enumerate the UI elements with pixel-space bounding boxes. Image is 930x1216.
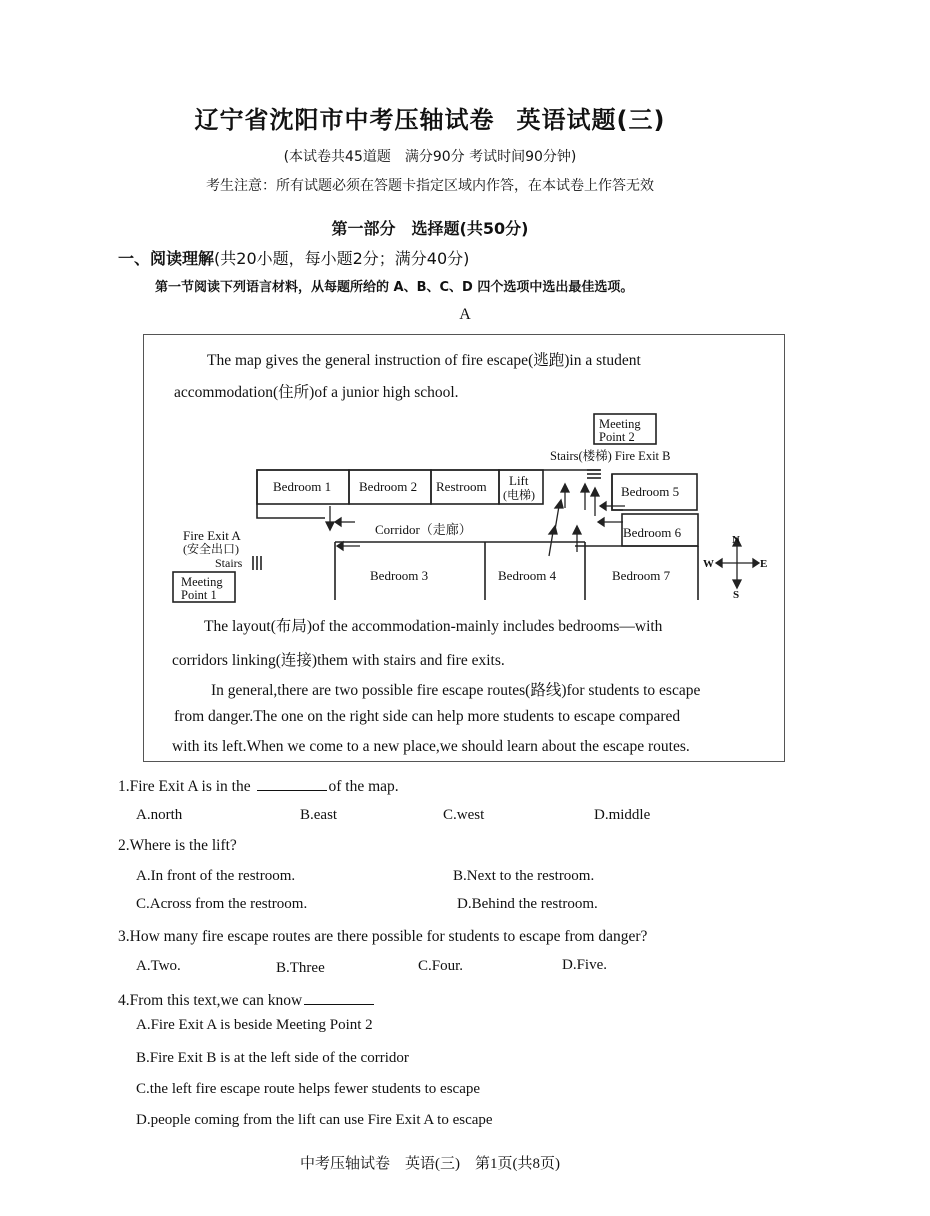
page-footer: 中考压轴试卷 英语(三) 第1页(共8页) [300,1156,560,1172]
passage-routes-line3: with its left.When we come to a new place,we should learn about the escape routes. [172,738,690,755]
lift-cn-label: (电梯) [503,488,535,502]
meeting-point-2-line2: Point 2 [599,430,635,444]
q1-option-c: C.west [443,807,485,823]
compass-south: S [733,589,740,601]
question-1-stem-end: of the map. [328,778,399,795]
meeting-point-2-line1: Meeting [599,417,641,431]
question-4 [118,990,376,1010]
bedroom-1-label: Bedroom 1 [273,479,332,494]
question-3: 3.How many fire escape routes are there possible for students to escape from danger? [118,928,648,945]
q2-option-a: A.In front of the restroom. [136,868,296,884]
lift-label: Lift [509,473,529,488]
passage-letter: A [459,306,471,323]
stairs-fire-exit-b-label: Stairs(楼梯) Fire Exit B [550,449,671,463]
bedroom-6-label: Bedroom 6 [623,525,682,540]
q3-option-c: C.Four. [418,958,464,974]
question-2: 2.Where is the lift? [118,837,237,854]
meeting-point-1-line1: Meeting [181,575,223,589]
q2-option-c: C.Across from the restroom. [136,896,308,912]
title-right: 英语试题(三) [516,106,666,134]
fire-exit-a-label: Fire Exit A [183,528,241,543]
passage-intro-line1: The map gives the general instruction of fire escape(逃跑)in a student [207,352,641,369]
section-instruction: 第一节阅读下列语言材料，从每题所给的 A、B、C、D 四个选项中选出最佳选项。 [155,280,634,295]
passage-layout-line1: The layout(布局)of the accommodation-mainly includes bedrooms—with [204,618,663,635]
section-heading [118,246,469,269]
passage-intro-line2: accommodation(住所)of a junior high school. [174,384,459,401]
passage-layout-line2: corridors linking(连接)them with stairs and fire exits. [172,652,505,669]
q4-option-b: B.Fire Exit B is at the left side of the corridor [136,1050,409,1066]
meeting-point-1-line2: Point 1 [181,588,217,602]
section-scoring: (共20小题，每小题2分；满分40分) [214,249,470,268]
compass-east: E [760,558,768,570]
answer-blank [304,990,374,1005]
bedroom-2-label: Bedroom 2 [359,479,418,494]
bedroom-3-label: Bedroom 3 [370,568,429,583]
answer-blank [257,776,327,791]
fire-escape-map [175,410,768,602]
passage-routes-line2: from danger.The one on the right side can help more students to escape compared [174,708,681,725]
exam-meta: (本试卷共45道题 满分90分 考试时间90分钟) [283,149,577,165]
question-1-stem: 1.Fire Exit A is in the [118,778,255,795]
q1-option-b: B.east [300,807,338,823]
title-left: 辽宁省沈阳市中考压轴试卷 [194,106,495,134]
q4-option-c: C.the left fire escape route helps fewer students to escape [136,1081,481,1097]
page-title [0,100,860,135]
compass-north: N [732,534,740,546]
q3-option-a: A.Two. [136,958,181,974]
q2-option-d: D.Behind the restroom. [457,896,598,912]
bedroom-4-label: Bedroom 4 [498,568,557,583]
q1-option-d: D.middle [594,807,651,823]
question-1 [118,776,399,796]
compass-west: W [703,558,714,570]
q4-option-d: D.people coming from the lift can use Fire Exit A to escape [136,1112,493,1128]
fire-exit-a-cn-label: (安全出口) [183,542,239,556]
passage-routes-line1: In general,there are two possible fire escape routes(路线)for students to escape [211,682,701,699]
bedroom-7-label: Bedroom 7 [612,568,671,583]
q3-option-b: B.Three [276,960,325,976]
bedroom-5-label: Bedroom 5 [621,484,680,499]
q4-option-a: A.Fire Exit A is beside Meeting Point 2 [136,1017,373,1033]
restroom-label: Restroom [436,479,487,494]
corridor-label: Corridor（走廊） [375,522,472,537]
stairs-left-label: Stairs [215,556,243,570]
part-heading: 第一部分 选择题(共50分) [331,219,529,238]
section-title: 一、阅读理解 [118,249,215,268]
q1-option-a: A.north [136,807,183,823]
question-4-stem: 4.From this text,we can know [118,992,303,1009]
q2-option-b: B.Next to the restroom. [453,868,595,884]
q3-option-d: D.Five. [562,957,607,973]
exam-notice: 考生注意：所有试题必须在答题卡指定区域内作答，在本试卷上作答无效 [206,178,654,194]
